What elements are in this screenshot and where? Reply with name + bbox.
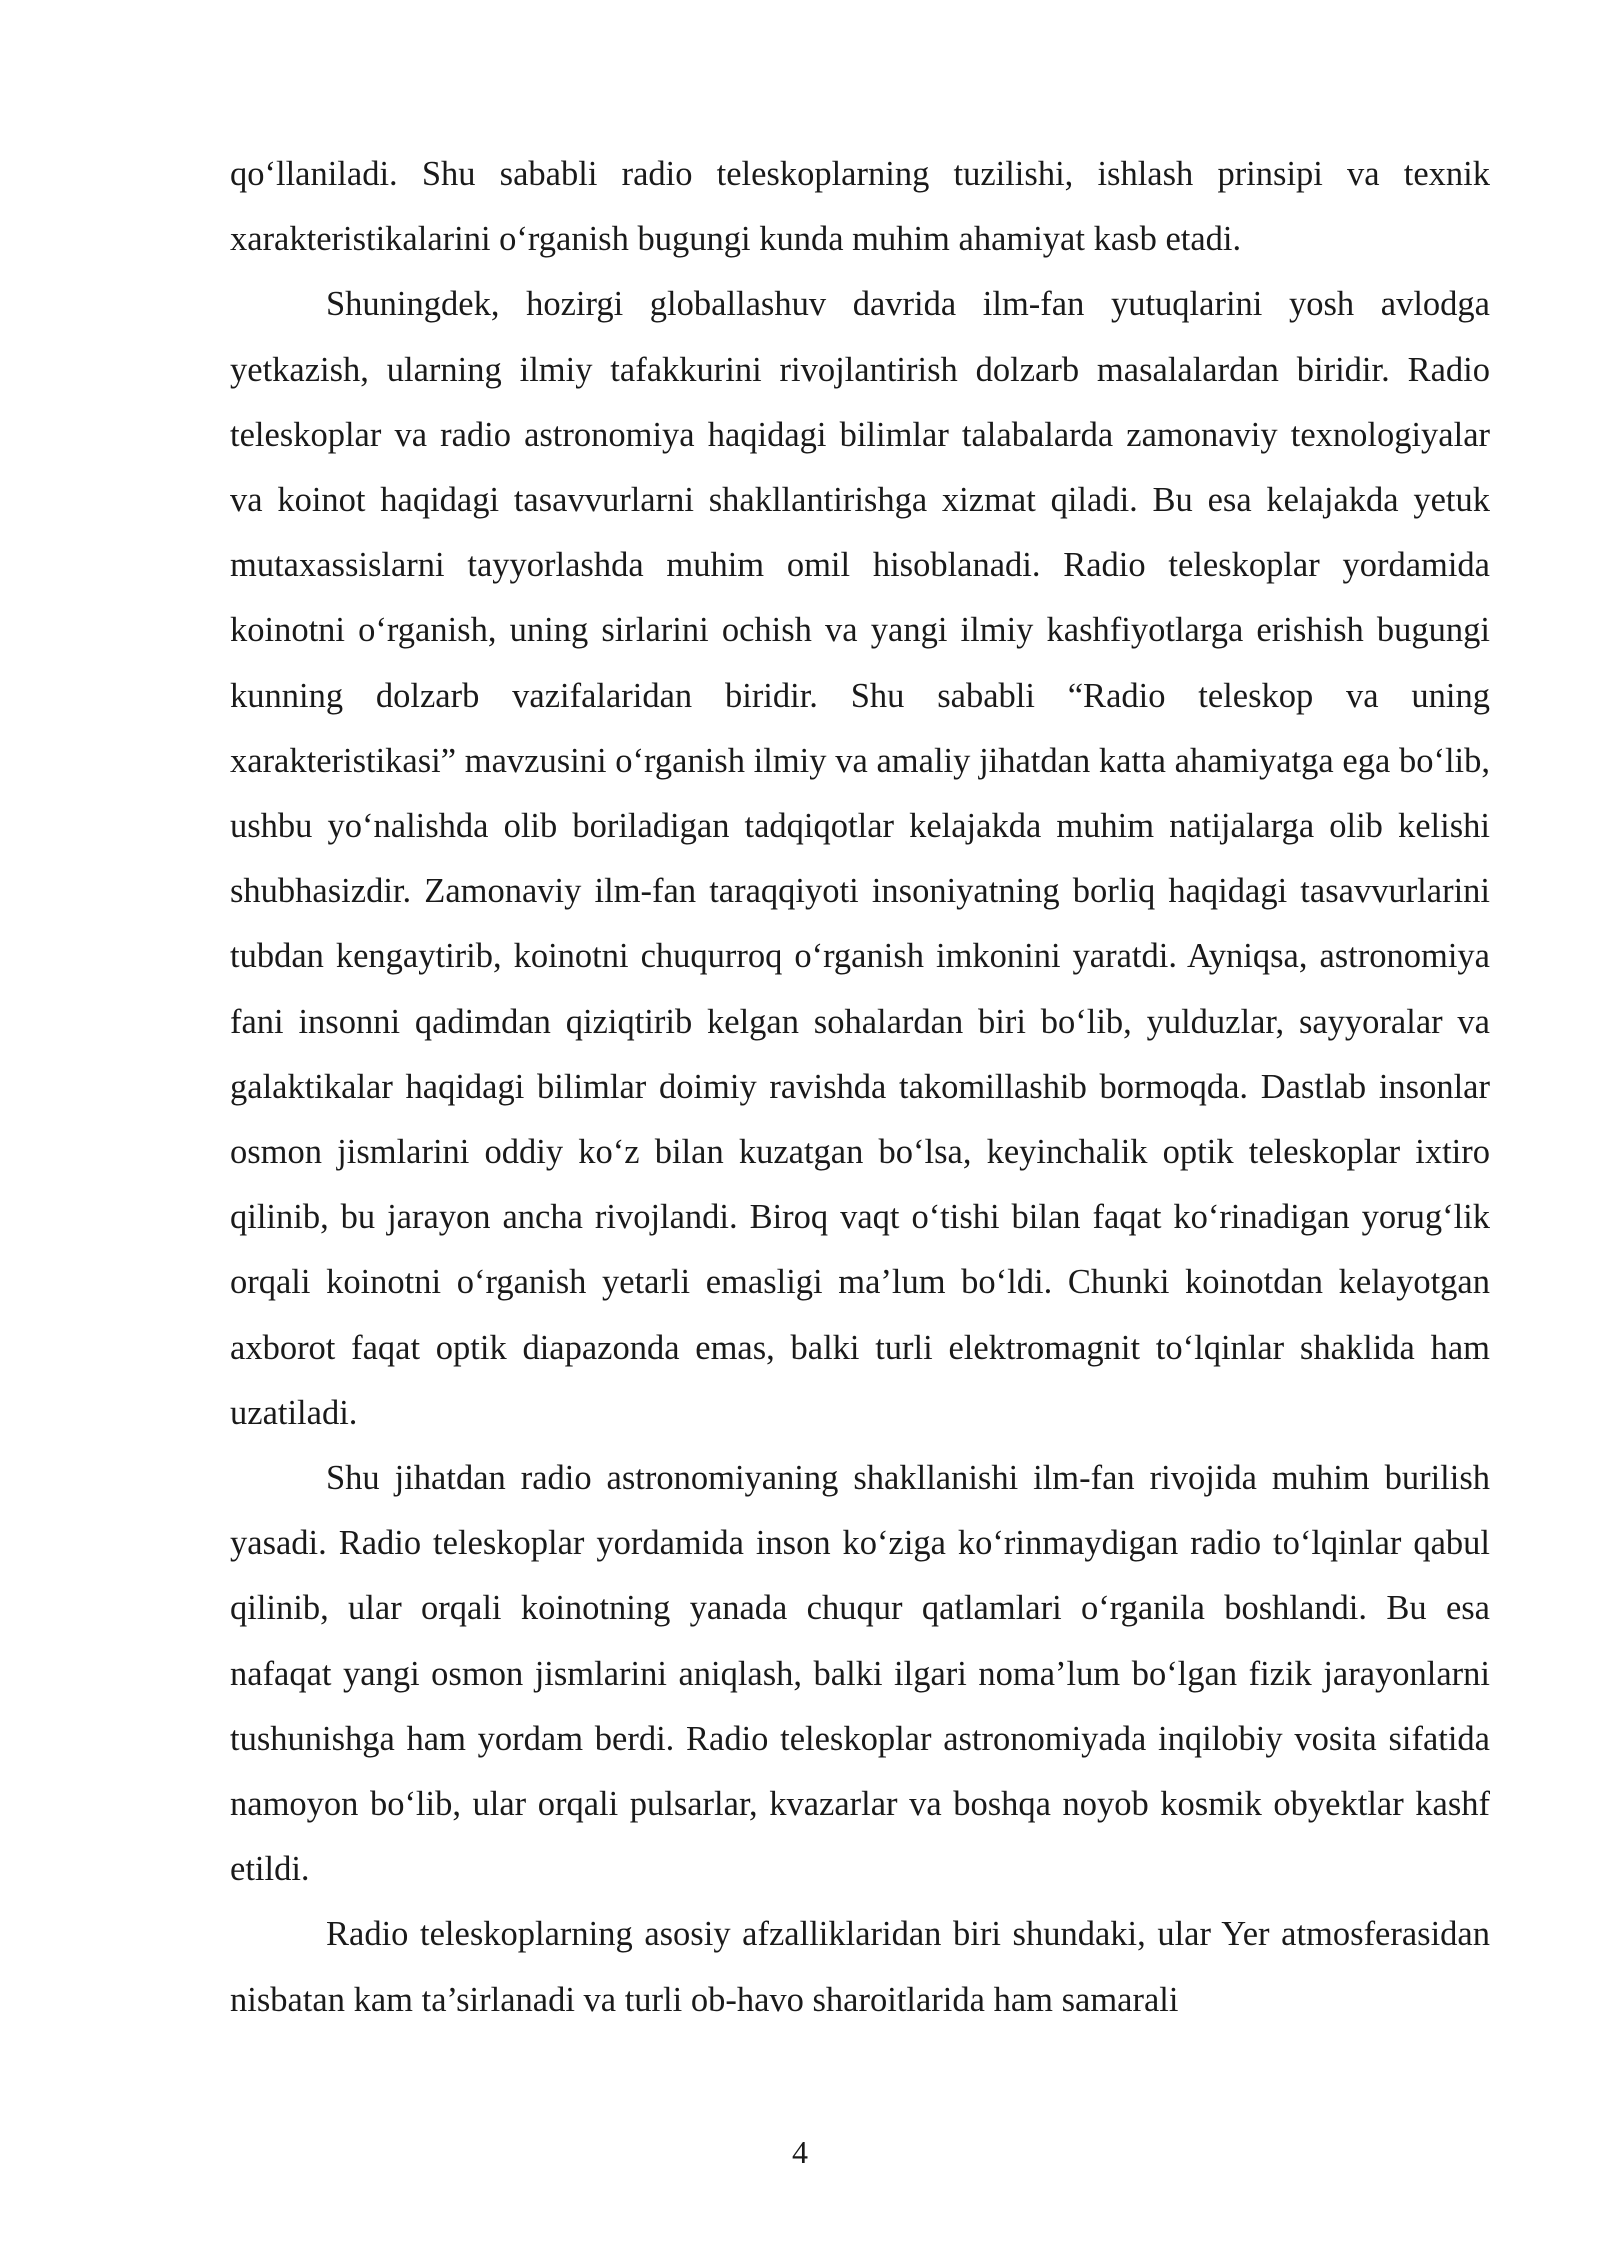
paragraph: Radio teleskoplarning asosiy afzalliklaridan biri shundaki, ular Yer atmosferasidan nisbatan kam ta’sirlanadi va turli ob-havo sharoitlarida ham samarali [230, 1915, 1490, 2019]
paragraph: Shu jihatdan radio astronomiyaning shakllanishi ilm-fan rivojida muhim burilish yasadi. Radio teleskoplar yordamida inson ko‘ziga ko‘rinmaydigan radio to‘lqinlar qabul qilinib, ular orqali koinotning yanada chuqur qatlamlari o‘rganila boshlandi. Bu esa nafaqat yangi osmon jismlarini aniqlash, balki ilgari noma’lum bo‘lgan fizik jarayonlarni tushunishga ham yordam berdi. Radio teleskoplar astronomiyada inqilobiy vosita sifatida namoyon bo‘lib, ular orqali pulsarlar, kvazarlar va boshqa noyob kosmik obyektlar kashf etildi. [230, 1459, 1490, 1889]
paragraph-continuation: qo‘llaniladi. Shu sababli radio teleskoplarning tuzilishi, ishlash prinsipi va texnik xarakteristikalarini o‘rganish bugungi kunda muhim ahamiyat kasb etadi. [230, 155, 1490, 259]
paragraph: Shuningdek, hozirgi globallashuv davrida ilm-fan yutuqlarini yosh avlodga yetkazish, ularning ilmiy tafakkurini rivojlantirish dolzarb masalalardan biridir. Radio teleskoplar va radio astronomiya haqidagi bilimlar talabalarda zamonaviy texnologiyalar va koinot haqidagi tasavvurlarni shakllantirishga xizmat qiladi. Bu esa kelajakda yetuk mutaxassislarni tayyorlashda muhim omil hisoblanadi. Radio teleskoplar yordamida koinotni o‘rganish, uning sirlarini ochish va yangi ilmiy kashfiyotlarga erishish bugungi kunning dolzarb vazifalaridan biridir. Shu sababli “Radio teleskop va uning xarakteristikasi” mavzusini o‘rganish ilmiy va amaliy jihatdan katta ahamiyatga ega bo‘lib, ushbu yo‘nalishda olib boriladigan tadqiqotlar kelajakda muhim natijalarga olib kelishi shubhasizdir. Zamonaviy ilm-fan taraqqiyoti insoniyatning borliq haqidagi tasavvurlarini tubdan kengaytirib, koinotni chuqurroq o‘rganish imkonini yaratdi. Ayniqsa, astronomiya fani insonni qadimdan qiziqtirib kelgan sohalardan biri bo‘lib, yulduzlar, sayyoralar va galaktikalar haqidagi bilimlar doimiy ravishda takomillashib bormoqda. Dastlab insonlar osmon jismlarini oddiy ko‘z bilan kuzatgan bo‘lsa, keyinchalik optik teleskoplar ixtiro qilinib, bu jarayon ancha rivojlandi. Biroq vaqt o‘tishi bilan faqat ko‘rinadigan yorug‘lik orqali koinotni o‘rganish yetarli emasligi ma’lum bo‘ldi. Chunki koinotdan kelayotgan axborot faqat optik diapazonda emas, balki turli elektromagnit to‘lqinlar shaklida ham uzatiladi. [230, 285, 1490, 1432]
page-number: 4 [792, 2134, 808, 2170]
body-text [230, 142, 1490, 2033]
